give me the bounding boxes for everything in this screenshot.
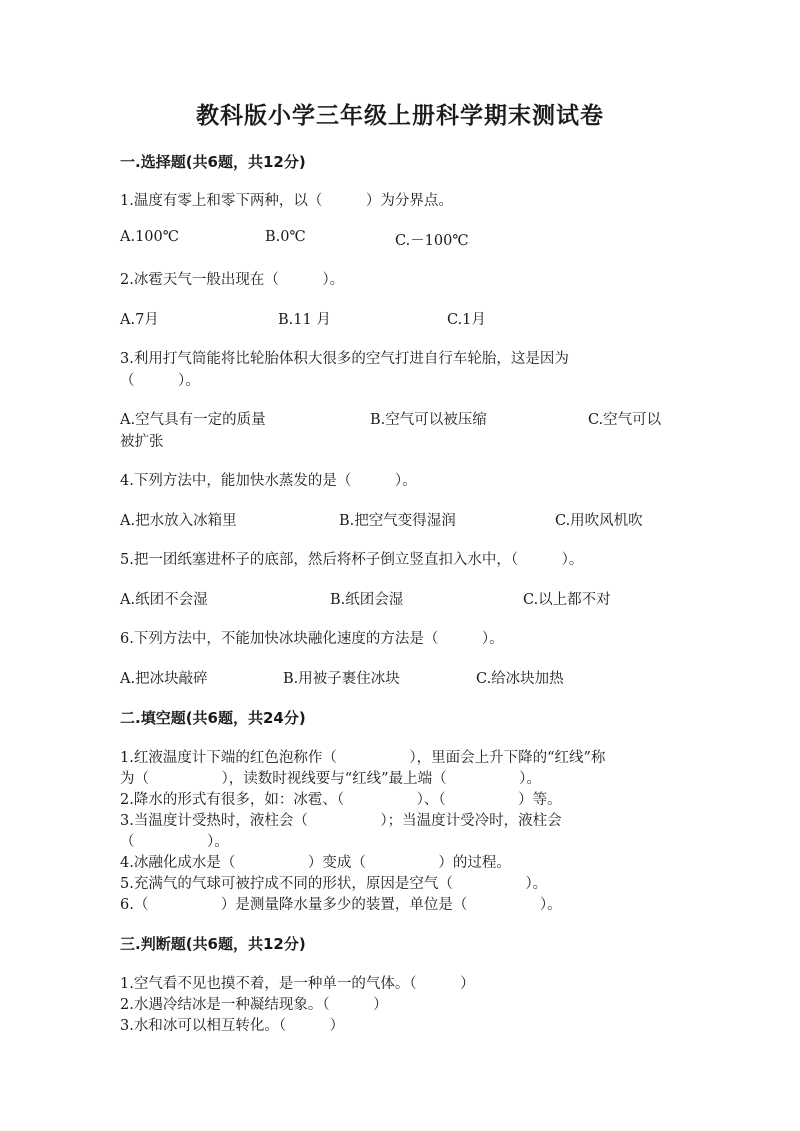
option-c: C.1月 [447, 312, 486, 328]
question-stem: 4.下列方法中，能加快水蒸发的是（ ）。 [120, 473, 417, 489]
question-stem: 2.冰雹天气一般出现在（ ）。 [120, 272, 345, 288]
fill-blank-line: 1.红液温度计下端的红色泡称作（ ），里面会上升下降的“红线”称 [120, 750, 606, 766]
option-b: B.纸团会湿 [330, 592, 404, 608]
fill-blank-line: 3.当温度计受热时，液柱会（ ）；当温度计受冷时，液柱会 [120, 813, 562, 829]
option-b: B.空气可以被压缩 [370, 412, 487, 428]
option-b: B.0℃ [265, 229, 306, 245]
true-false-line: 1.空气看不见也摸不着，是一种单一的气体。（ ） [120, 976, 475, 992]
option-b: B.把空气变得湿润 [339, 513, 456, 529]
option-a: A.100℃ [120, 229, 179, 245]
fill-blank-line: 5.充满气的气球可被拧成不同的形状，原因是空气（ ）。 [120, 876, 548, 892]
section-heading-choice: 一.选择题(共6题，共12分) [120, 153, 306, 171]
option-c: C.－100℃ [395, 233, 469, 249]
option-b: B.用被子裹住冰块 [283, 671, 400, 687]
question-stem: 6.下列方法中，不能加快冰块融化速度的方法是（ ）。 [120, 631, 504, 647]
option-a: A.空气具有一定的质量 [120, 412, 266, 428]
option-c: C.以上都不对 [523, 592, 611, 608]
section-heading-fill-blank: 二.填空题(共6题，共24分) [120, 709, 306, 727]
option-a: A.把水放入冰箱里 [120, 513, 237, 529]
true-false-line: 3.水和冰可以相互转化。（ ） [120, 1018, 345, 1034]
fill-blank-line: 2.降水的形式有很多，如：冰雹、（ ）、（ ）等。 [120, 792, 562, 808]
exam-title: 教科版小学三年级上册科学期末测试卷 [196, 103, 604, 129]
question-stem: 3.利用打气筒能将比轮胎体积大很多的空气打进自行车轮胎，这是因为 [120, 351, 569, 367]
fill-blank-line: 为（ ），读数时视线要与“红线”最上端（ ）。 [120, 771, 541, 787]
option-a: A.把冰块敲碎 [120, 671, 208, 687]
option-c: C.空气可以 [588, 412, 662, 428]
option-c: C.给冰块加热 [476, 671, 564, 687]
option-continuation: 被扩张 [120, 434, 164, 450]
option-b: B.11 月 [278, 312, 331, 328]
section-heading-true-false: 三.判断题(共6题，共12分) [120, 935, 306, 953]
option-a: A.纸团不会湿 [120, 592, 208, 608]
option-a: A.7月 [120, 312, 159, 328]
fill-blank-line: 6.（ ）是测量降水量多少的装置，单位是（ ）。 [120, 897, 562, 913]
true-false-line: 2.水遇冷结冰是一种凝结现象。（ ） [120, 997, 388, 1013]
question-stem: 1.温度有零上和零下两种，以（ ）为分界点。 [120, 193, 453, 209]
question-stem-continuation: （ ）。 [120, 373, 200, 389]
fill-blank-line: 4.冰融化成水是（ ）变成（ ）的过程。 [120, 855, 511, 871]
question-stem: 5.把一团纸塞进杯子的底部，然后将杯子倒立竖直扣入水中，（ ）。 [120, 552, 584, 568]
option-c: C.用吹风机吹 [555, 513, 643, 529]
fill-blank-line: （ ）。 [120, 834, 229, 850]
